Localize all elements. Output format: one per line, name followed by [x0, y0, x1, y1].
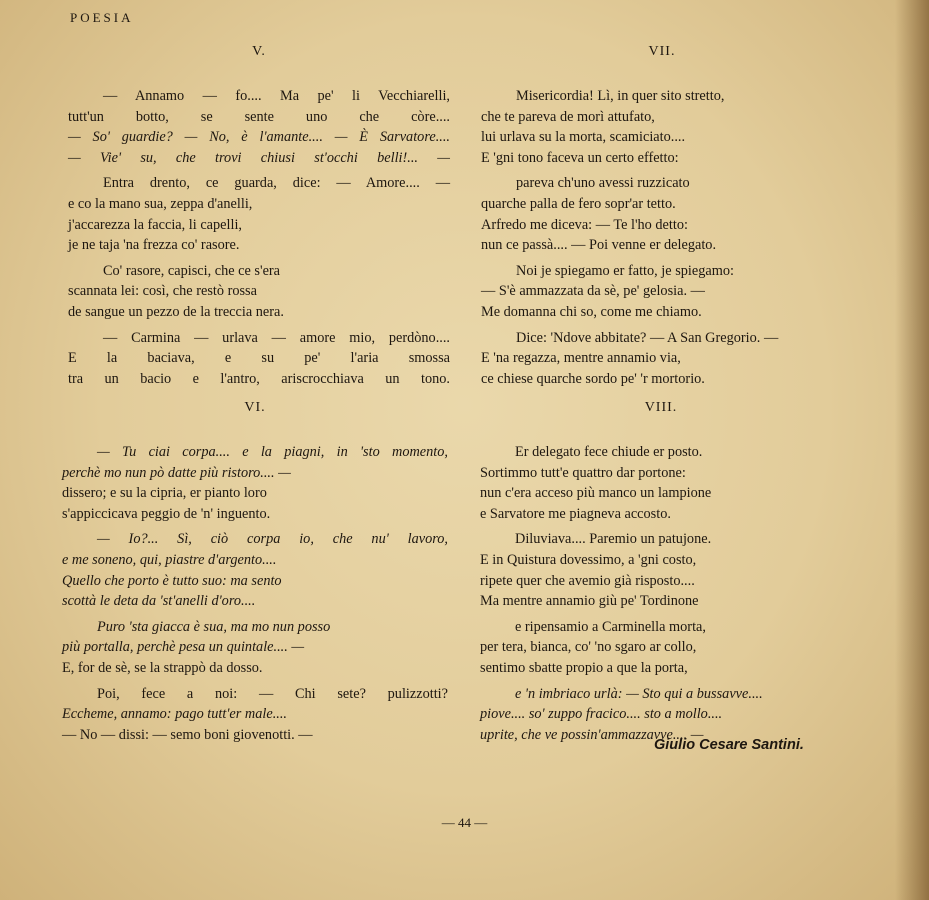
- poem-line: Diluviava.... Paremio un patujone.: [515, 531, 712, 548]
- poem-line: Ma mentre annamio giù pe' Tordinone: [480, 593, 699, 610]
- poem-line: E 'na regazza, mentre annamio via,: [481, 350, 681, 367]
- poem-line: tra un bacio e l'antro, ariscrocchiava un tono.: [68, 370, 450, 387]
- stanza: [68, 173, 450, 255]
- stanza: [481, 328, 843, 390]
- poem-section-viii: [480, 400, 842, 750]
- stanza: [62, 529, 448, 611]
- poem-line: quarche palla de fero sopr'ar tetto.: [481, 195, 676, 212]
- poem-line: — No — dissi: — semo boni giovenotti. —: [62, 726, 313, 743]
- page-edge-shadow: [895, 0, 929, 900]
- section-title-v: V.: [252, 44, 266, 59]
- poem-line: Sortimmo tutt'e quattro dar portone:: [480, 464, 686, 481]
- stanza: [68, 261, 450, 323]
- section-title-vi: VI.: [244, 400, 266, 415]
- poem-line: Noi je spiegamo er fatto, je spiegamo:: [516, 262, 734, 279]
- poem-line: Er delegato fece chiude er posto.: [515, 444, 703, 460]
- poem-line: Eccheme, annamo: pago tutt'er male....: [62, 706, 288, 723]
- poem-line: pareva ch'uno avessi ruzzicato: [516, 175, 690, 192]
- running-header: POESIA: [70, 10, 134, 25]
- section-title-vii: VII.: [648, 44, 676, 59]
- poem-line: perchè mo nun pò datte più ristoro.... —: [62, 464, 291, 481]
- poem-line: Misericordia! Lì, in quer sito stretto,: [516, 88, 725, 104]
- stanza: [480, 529, 842, 611]
- stanza: [62, 684, 448, 746]
- poem-line: — Vie' su, che trovi chiusi st'occhi belli!... —: [68, 149, 450, 166]
- poem-line: — Tu ciai corpa.... e la piagni, in 'sto momento,: [97, 444, 448, 460]
- stanza: [62, 442, 448, 524]
- poem-line: de sangue un pezzo de la treccia nera.: [68, 303, 284, 320]
- poem-line: per tera, bianca, co' 'no sgaro ar collo,: [480, 639, 697, 656]
- poem-line: nun ce passà.... — Poi venne er delegato.: [481, 237, 717, 254]
- poem-line: Entra drento, ce guarda, dice: — Amore.... —: [103, 175, 450, 192]
- poem-line: e co la mano sua, zeppa d'anelli,: [68, 195, 253, 212]
- poem-line: E la baciava, e su pe' l'aria smossa: [68, 350, 450, 367]
- poem-line: j'accarezza la faccia, li capelli,: [68, 216, 242, 233]
- poem-line: Dice: 'Ndove abbitate? — A San Gregorio. —: [516, 329, 779, 346]
- poem-line: s'appiccicava peggio de 'n' inguento.: [62, 505, 271, 522]
- poem-line: sentimo sbatte propio a que la porta,: [480, 659, 688, 676]
- poem-line: dissero; e su la cipria, er pianto loro: [62, 485, 267, 502]
- stanza: [481, 173, 843, 255]
- stanza: [480, 442, 842, 524]
- poem-line: Arfredo me diceva: — Te l'ho detto:: [481, 216, 688, 233]
- poem-line: ce chiese quarche sordo pe' 'r mortorio.: [481, 370, 705, 387]
- poem-line: — S'è ammazzata da sè, pe' gelosia. —: [481, 283, 705, 300]
- poem-line: e ripensamio a Carminella morta,: [515, 618, 706, 635]
- poem-section-vii: [481, 44, 843, 394]
- stanza: [62, 617, 448, 679]
- author-signature: Giulio Cesare Santini.: [654, 737, 804, 753]
- poem-line: Me domanna chi so, come me chiamo.: [481, 303, 702, 320]
- poem-line: Poi, fece a noi: — Chi sete? pulizzotti?: [97, 685, 448, 702]
- poem-line: ripete quer che avemio già risposto....: [480, 572, 695, 589]
- stanza: [481, 261, 843, 323]
- poem-line: — Io?... Sì, ciò corpa io, che nu' lavoro,: [97, 531, 448, 548]
- poem-line: che te pareva de morì attufato,: [481, 108, 655, 125]
- stanza: [68, 86, 450, 168]
- poem-line: — Annamo — fo.... Ma pe' li Vecchiarelli,: [103, 88, 450, 104]
- poem-line: scannata lei: così, che restò rossa: [68, 283, 257, 300]
- poem-line: Co' rasore, capisci, che ce s'era: [103, 262, 281, 279]
- stanza: [480, 617, 842, 679]
- poem-line: lui urlava su la morta, scamiciato....: [481, 129, 686, 146]
- poem-line: uprite, che ve possin'ammazzavve.... —: [480, 726, 704, 743]
- poem-line: e 'n imbriaco urlà: — Sto qui a bussavve....: [515, 685, 763, 702]
- poem-section-vi: [62, 400, 448, 750]
- section-title-viii: VIII.: [644, 400, 678, 415]
- poem-line: E, for de sè, se la strappò da dosso.: [62, 659, 263, 676]
- stanza: [481, 86, 843, 168]
- poem-line: E 'gni tono faceva un certo effetto:: [481, 149, 679, 166]
- poem-line: Puro 'sta giacca è sua, ma mo nun posso: [97, 618, 331, 635]
- stanza: [68, 328, 450, 390]
- poem-line: piove.... so' zuppo fracico.... sto a mollo....: [480, 706, 723, 723]
- poem-line: e Sarvatore me piagneva accosto.: [480, 505, 671, 522]
- poem-line: scottà le deta da 'st'anelli d'oro....: [62, 593, 256, 610]
- poem-line: e me soneno, qui, piastre d'argento....: [62, 551, 277, 568]
- poem-line: tutt'un botto, se sente uno che còre....: [68, 108, 450, 125]
- poem-line: — So' guardie? — No, è l'amante.... — È Sarvatore....: [68, 129, 450, 146]
- poem-line: nun c'era acceso più manco un lampione: [480, 485, 712, 502]
- poem-section-v: [68, 44, 450, 394]
- poem-line: più portalla, perchè pesa un quintale.... —: [62, 639, 305, 656]
- page-number: — 44 —: [441, 815, 488, 830]
- poem-line: — Carmina — urlava — amore mio, perdòno....: [103, 329, 450, 346]
- poem-line: E in Quistura dovessimo, a 'gni costo,: [480, 551, 697, 568]
- poem-line: Quello che porto è tutto suo: ma sento: [62, 572, 282, 589]
- poem-line: je ne taja 'na frezza co' rasore.: [68, 237, 240, 254]
